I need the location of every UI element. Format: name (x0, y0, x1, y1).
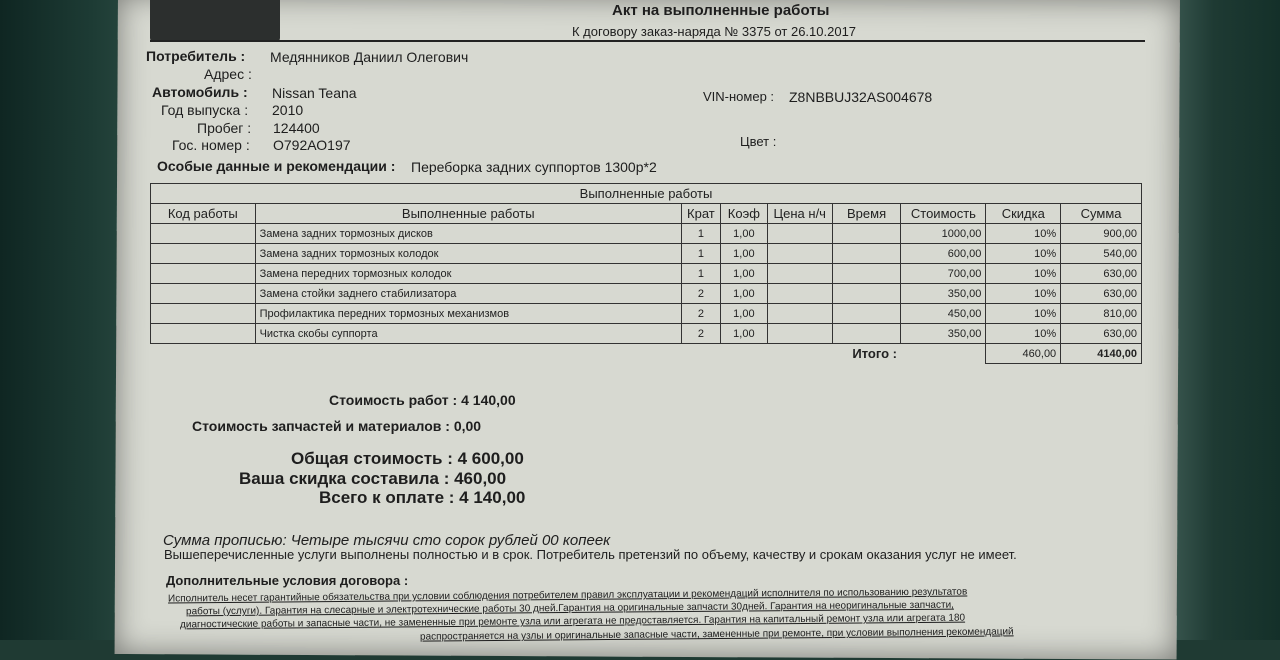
notes-value: Переборка задних суппортов 1300р*2 (411, 159, 657, 175)
cell-krat: 2 (681, 324, 720, 344)
total-row (151, 344, 1142, 364)
discount-total: Ваша скидка составила : 460,00 (239, 469, 507, 488)
cell-work: Профилактика передних тормозных механизмов (255, 304, 681, 324)
consumer-value: Медянников Даниил Олегович (270, 49, 469, 65)
cell-work: Замена стойки заднего стабилизатора (255, 284, 681, 304)
col-krat: Крат (681, 204, 720, 224)
cell-code (151, 304, 256, 324)
cell-discount: 10% (986, 224, 1061, 244)
color-label: Цвет : (740, 134, 777, 149)
cell-work: Замена задних тормозных дисков (255, 224, 681, 244)
cell-krat: 1 (681, 244, 720, 264)
cell-koef: 1,00 (720, 284, 767, 304)
cell-work: Замена передних тормозных колодок (255, 264, 681, 284)
table-header-row (151, 204, 1142, 224)
total-spacer (901, 344, 986, 364)
condition-line: распространяется на узлы и оригинальные запасные части, замененные при ремонте, при условии выполнения рекомендаций (419, 626, 1014, 643)
cell-krat: 2 (681, 304, 720, 324)
parts-cost: Стоимость запчастей и материалов : 0,00 (192, 418, 482, 434)
cell-time (832, 304, 901, 324)
cell-price (767, 264, 832, 284)
cell-sum: 810,00 (1061, 304, 1142, 324)
cell-krat: 1 (681, 224, 720, 244)
col-works: Выполненные работы (255, 204, 681, 224)
col-time: Время (832, 204, 901, 224)
logo-photo (150, 0, 280, 42)
cell-code (151, 244, 256, 264)
car-value: Nissan Teana (272, 85, 357, 101)
document-title: Акт на выполненные работы (612, 2, 830, 19)
cell-time (832, 244, 901, 264)
col-koef: Коэф (720, 204, 767, 224)
table-row (151, 264, 1142, 284)
cell-discount: 10% (986, 304, 1061, 324)
total-sum: 4140,00 (1061, 344, 1142, 364)
cell-code (151, 284, 256, 304)
condition-line: диагностические работы и запасные части, не замененные при ремонте узла или агрегата не предоставляется. Гарантия на капитальный ремонт узла или агрегата 180 (179, 612, 966, 631)
cell-time (832, 284, 901, 304)
year-value: 2010 (272, 102, 304, 118)
address-label: Адрес : (204, 66, 252, 82)
cell-work: Чистка скобы суппорта (255, 324, 681, 344)
cell-discount: 10% (986, 264, 1061, 284)
consumer-label: Потребитель : (146, 48, 246, 64)
col-cost: Стоимость (901, 204, 986, 224)
total-cost: Общая стоимость : 4 600,00 (291, 449, 524, 468)
mileage-value: 124400 (273, 120, 320, 136)
col-code: Код работы (151, 204, 256, 224)
cell-sum: 630,00 (1061, 264, 1142, 284)
cell-sum: 630,00 (1061, 324, 1142, 344)
notes-label: Особые данные и рекомендации : (157, 158, 396, 174)
completion-statement: Вышеперечисленные услуги выполнены полностью и в срок. Потребитель претензий по объему, качеству и срокам оказания услуг не имеет. (164, 547, 1017, 562)
condition-line: работы (услуги). Гарантия на слесарные и электротехнические работы 30 дней.Гарантия на оригинальные запчасти 30дней. Гарантия на неоригинальные запчасти, (185, 599, 954, 618)
cell-sum: 540,00 (1061, 244, 1142, 264)
cell-koef: 1,00 (720, 224, 767, 244)
cell-koef: 1,00 (720, 264, 767, 284)
document-subtitle: К договору заказ-наряда № 3375 от 26.10.2017 (572, 24, 857, 39)
vin-label: VIN-номер : (703, 89, 775, 104)
works-cost: Стоимость работ : 4 140,00 (329, 392, 516, 408)
cell-work: Замена задних тормозных колодок (255, 244, 681, 264)
cell-price (767, 304, 832, 324)
year-label: Год выпуска : (161, 102, 249, 118)
cell-price (767, 244, 832, 264)
cell-sum: 900,00 (1061, 224, 1142, 244)
table-row (151, 244, 1142, 264)
cell-code (151, 324, 256, 344)
cell-cost: 700,00 (901, 264, 986, 284)
condition-line: Исполнитель несет гарантийные обязательства при условии соблюдения потребителем правил эксплуатации и рекомендаций исполнителя по использованию результатов (167, 586, 968, 605)
col-price: Цена н/ч (767, 204, 832, 224)
vin-value: Z8NBBUJ32AS004678 (789, 89, 933, 105)
table-caption: Выполненные работы (151, 184, 1142, 204)
cell-cost: 450,00 (901, 304, 986, 324)
plate-label: Гос. номер : (172, 137, 250, 153)
cell-cost: 350,00 (901, 324, 986, 344)
works-table (150, 183, 1142, 364)
mileage-label: Пробег : (197, 120, 252, 136)
cell-price (767, 324, 832, 344)
car-label: Автомобиль : (152, 84, 248, 100)
table-row (151, 284, 1142, 304)
cell-code (151, 224, 256, 244)
cell-time (832, 264, 901, 284)
plate-value: О792АО197 (273, 137, 351, 153)
table-row (151, 304, 1142, 324)
cell-koef: 1,00 (720, 324, 767, 344)
cell-koef: 1,00 (720, 304, 767, 324)
cell-koef: 1,00 (720, 244, 767, 264)
cell-cost: 350,00 (901, 284, 986, 304)
header-divider (150, 40, 1145, 42)
amount-in-words: Сумма прописью: Четыре тысячи сто сорок рублей 00 копеек (163, 532, 611, 549)
amount-to-pay: Всего к оплате : 4 140,00 (319, 488, 526, 507)
table-row (151, 324, 1142, 344)
cell-discount: 10% (986, 244, 1061, 264)
cell-price (767, 284, 832, 304)
col-sum: Сумма (1061, 204, 1142, 224)
cell-price (767, 224, 832, 244)
cell-code (151, 264, 256, 284)
conditions-title: Дополнительные условия договора : (166, 573, 409, 588)
cell-sum: 630,00 (1061, 284, 1142, 304)
total-discount: 460,00 (986, 344, 1061, 364)
total-label: Итого : (852, 346, 897, 362)
background-right (1170, 0, 1280, 640)
cell-cost: 600,00 (901, 244, 986, 264)
cell-discount: 10% (986, 284, 1061, 304)
cell-cost: 1000,00 (901, 224, 986, 244)
background-left (0, 0, 130, 640)
cell-discount: 10% (986, 324, 1061, 344)
cell-time (832, 224, 901, 244)
cell-time (832, 324, 901, 344)
table-row (151, 224, 1142, 244)
col-discount: Скидка (986, 204, 1061, 224)
cell-krat: 2 (681, 284, 720, 304)
cell-krat: 1 (681, 264, 720, 284)
